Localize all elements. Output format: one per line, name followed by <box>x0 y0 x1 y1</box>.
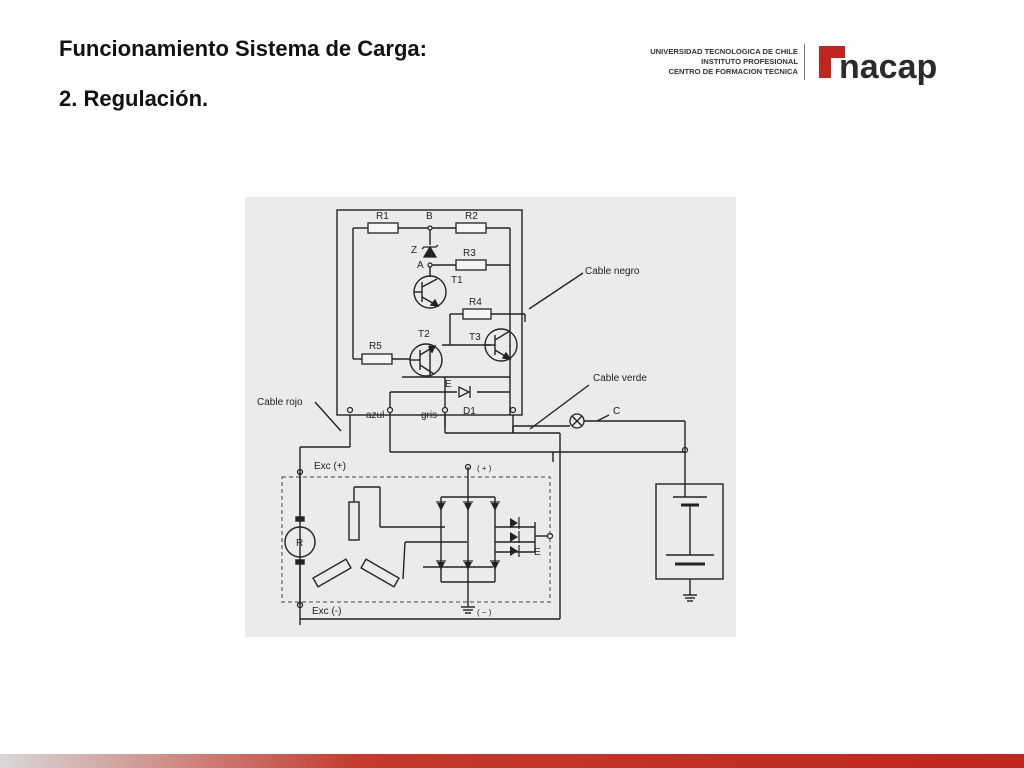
label-t3: T3 <box>469 332 481 343</box>
label-azul: azul <box>366 410 385 421</box>
institution-line-2: INSTITUTO PROFESIONAL <box>701 57 798 66</box>
label-gris: gris <box>421 410 438 421</box>
label-e-top: E <box>445 379 452 390</box>
inacap-logo <box>817 44 967 86</box>
label-a: A <box>417 260 424 271</box>
label-exc-minus: Exc (-) <box>312 606 342 617</box>
label-plus: ( + ) <box>477 464 492 473</box>
label-exc-plus: Exc (+) <box>314 461 346 472</box>
label-rotor: R <box>296 538 304 549</box>
label-r5: R5 <box>369 341 382 352</box>
label-t1: T1 <box>451 275 463 286</box>
institution-divider <box>804 44 805 80</box>
institution-text <box>650 47 798 77</box>
label-cable-verde: Cable verde <box>593 373 647 384</box>
label-r1: R1 <box>376 211 389 222</box>
label-r2: R2 <box>465 211 478 222</box>
title-block <box>59 36 427 112</box>
label-c: C <box>613 406 621 417</box>
footer-accent-bar <box>0 754 1024 768</box>
resistor-r5 <box>362 354 392 364</box>
page-title: Funcionamiento Sistema de Carga: <box>59 36 427 61</box>
page-subtitle: 2. Regulación. <box>59 86 209 111</box>
inacap-logo-text: nacap <box>839 48 938 86</box>
label-z: Z <box>411 245 418 256</box>
wiring-diagram-svg <box>245 197 736 637</box>
resistor-r2 <box>456 223 486 233</box>
label-b: B <box>426 211 433 222</box>
label-cable-negro: Cable negro <box>585 266 640 277</box>
label-d1: D1 <box>463 406 476 417</box>
label-r4: R4 <box>469 297 482 308</box>
institution-line-1: UNIVERSIDAD TECNOLOGICA DE CHILE <box>650 47 798 56</box>
resistor-r1 <box>368 223 398 233</box>
wiring-diagram <box>245 197 736 637</box>
label-r3: R3 <box>463 248 476 259</box>
resistor-r4 <box>463 309 491 319</box>
label-e-right: E <box>534 547 541 558</box>
label-cable-rojo: Cable rojo <box>257 397 303 408</box>
institution-line-3: CENTRO DE FORMACION TECNICA <box>668 67 798 76</box>
resistor-r3 <box>456 260 486 270</box>
label-minus: ( − ) <box>477 608 492 617</box>
label-t2: T2 <box>418 329 430 340</box>
